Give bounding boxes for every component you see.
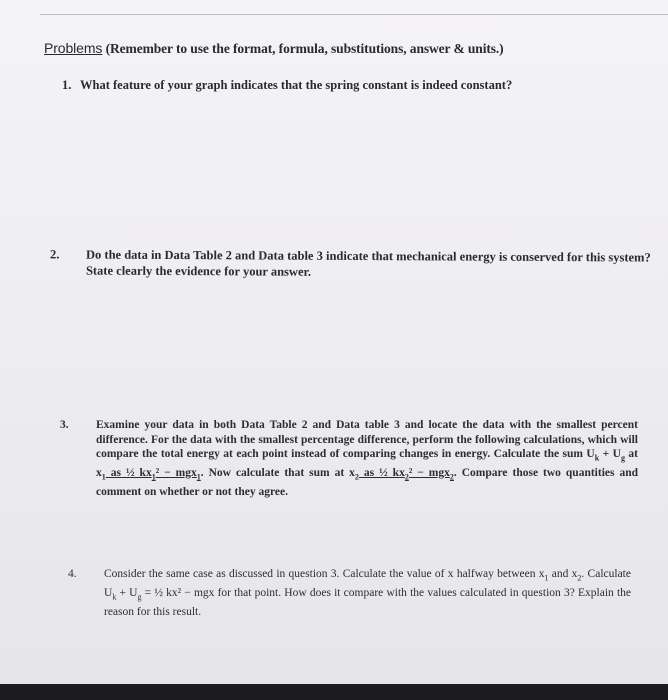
subscript-2: 2 [577,573,582,583]
problems-heading [44,40,644,57]
question-text-part: at x [96,448,639,479]
subscript-1: 1 [196,472,201,482]
formula-part: ² − mgx [408,466,450,479]
subscript-g: g [620,453,625,463]
subscript-1: 1 [151,472,156,482]
subscript-k: k [112,592,117,602]
question-3 [60,418,639,499]
question-number: 2. [50,247,60,262]
formula-part: as ½ kx [358,466,405,479]
question-text: What feature of your graph indicates that the spring constant is indeed constant? [80,78,513,92]
problems-title: Problems [44,40,103,56]
question-2 [50,247,652,281]
question-1 [62,78,642,94]
question-text-part: . Now calculate that sum at x [200,466,355,479]
question-text: Examine your data in both Data Table 2 and Data table 3 and locate the data with the smallest percent difference. For the data with the smallest percentage difference, perform the following calculations, which will compare the total energy at each point instead of comparing changes in energy. Calculate the sum U [96,419,638,460]
question-text: Do the data in Data Table 2 and Data table 3 indicate that mechanical energy is conserved for this system? State clearly the evidence for your answer. [85,247,651,279]
formula-part: ² − mgx [155,466,197,479]
question-text-part: and x [548,568,578,580]
page-top-rule [40,14,668,15]
problems-instructions: (Remember to use the format, formula, substitutions, answer & units.) [105,41,504,56]
question-text-part: + U [116,586,138,599]
subscript-k: k [594,453,600,463]
question-number: 3. [60,419,69,431]
question-number: 1. [62,78,72,92]
subscript-2: 2 [404,472,409,482]
subscript-2: 2 [354,472,359,482]
question-text: Consider the same case as discussed in question 3. Calculate the value of x halfway between x [104,568,545,580]
subscript-2: 2 [449,472,454,482]
question-4 [68,567,631,619]
formula-part: as ½ kx [105,466,152,479]
subscript-g: g [137,592,142,602]
question-text-part: . Calculate U [104,568,631,599]
question-text-part: = ½ kx² − mgx for that point. How does it compare with the values calculated in question 3? Explain the reason for this result. [104,586,631,618]
subscript-1: 1 [101,472,106,482]
photo-bottom-edge [0,684,668,700]
subscript-1: 1 [544,573,549,583]
question-text-part: + U [599,448,621,460]
question-text-part: . Compare those two quantities and comment on whether or not they agree. [96,466,639,498]
question-number: 4. [68,568,77,580]
